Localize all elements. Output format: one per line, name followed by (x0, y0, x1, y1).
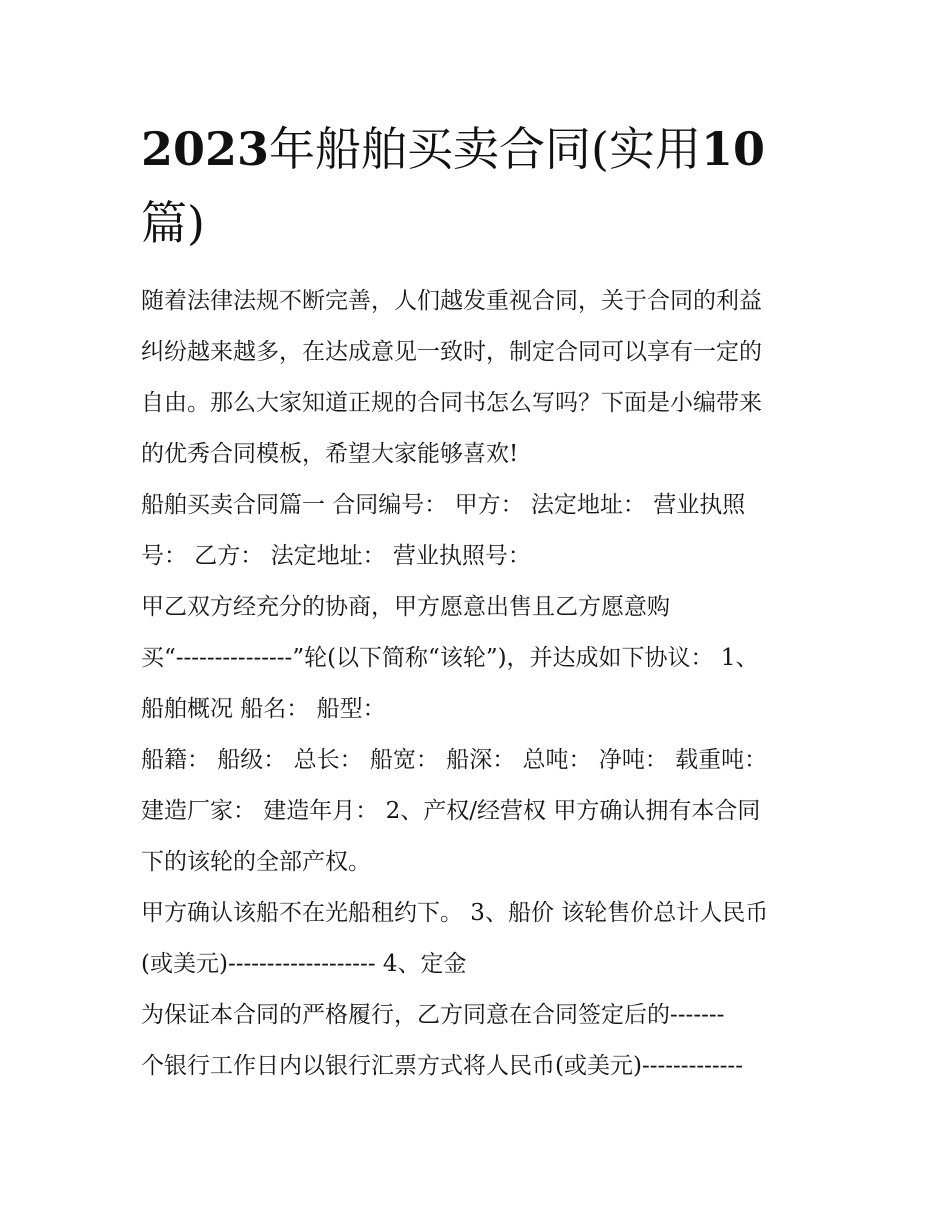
body-line: 随着法律法规不断完善，人们越发重视合同，关于合同的利益 (141, 288, 762, 314)
body-line: 号： 乙方： 法定地址： 营业执照号： (141, 543, 531, 569)
body-line: 甲方确认该船不在光船租约下。 3、船价 该轮售价总计人民币 (141, 900, 769, 926)
document-body (141, 276, 821, 1092)
title-year: 2023 (141, 122, 270, 176)
title-suffix: 篇) (141, 196, 205, 250)
body-line: 个银行工作日内以银行汇票方式将人民币(或美元)------------- (141, 1053, 743, 1079)
body-line: 买“---------------”轮(以下简称“该轮”)，并达成如下协议： 1、 (141, 645, 759, 671)
body-line: 纠纷越来越多，在达成意见一致时，制定合同可以享有一定的 (141, 339, 762, 365)
body-line: 下的该轮的全部产权。 (141, 849, 371, 875)
body-line: 自由。那么大家知道正规的合同书怎么写吗？下面是小编带来 (141, 390, 762, 416)
body-line: 甲乙双方经充分的协商，甲方愿意出售且乙方愿意购 (141, 594, 670, 620)
title-text: 年船舶买卖合同(实用 (269, 122, 701, 176)
body-line: (或美元)------------------- 4、定金 (141, 951, 467, 977)
document-title (141, 112, 821, 260)
body-line: 船籍： 船级： 总长： 船宽： 船深： 总吨： 净吨： 载重吨： (141, 747, 768, 773)
body-line: 为保证本合同的严格履行，乙方同意在合同签定后的------- (141, 1002, 725, 1028)
body-line: 的优秀合同模板，希望大家能够喜欢! (141, 441, 519, 467)
body-line: 船舶买卖合同篇一 合同编号： 甲方： 法定地址： 营业执照 (141, 492, 746, 518)
body-line: 建造厂家： 建造年月： 2、产权/经营权 甲方确认拥有本合同 (141, 798, 761, 824)
title-count: 10 (700, 122, 765, 176)
body-line: 船舶概况 船名： 船型： (141, 696, 386, 722)
